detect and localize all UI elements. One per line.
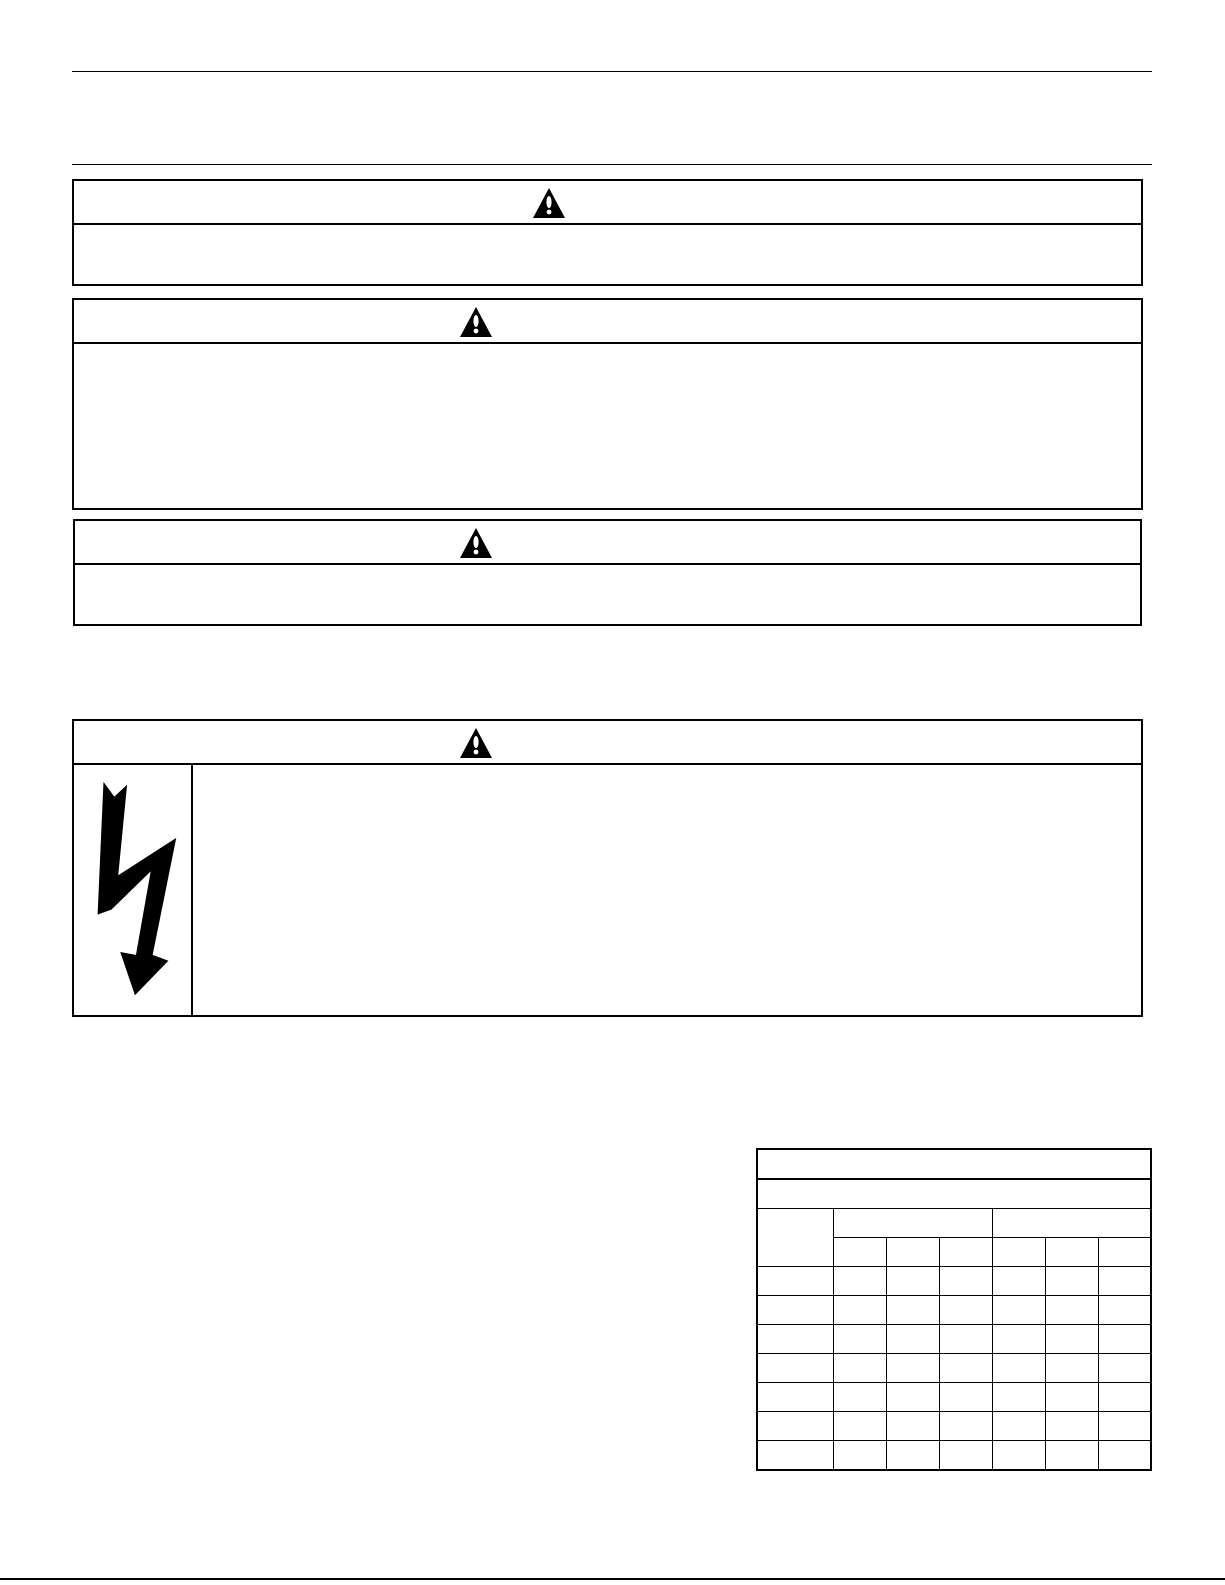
table-cell <box>939 1325 992 1354</box>
warning-triangle-icon <box>532 187 566 219</box>
table-subtitle <box>757 1179 1151 1209</box>
table-cell <box>1045 1441 1098 1471</box>
table-cell <box>939 1354 992 1383</box>
table-cell <box>1045 1354 1098 1383</box>
warning-body-1 <box>74 225 1141 284</box>
table-cell <box>757 1296 833 1325</box>
table-cell <box>757 1383 833 1412</box>
table-cell <box>757 1412 833 1441</box>
header-rule <box>72 71 1152 72</box>
warning-header-1 <box>74 181 1141 225</box>
warning-triangle-icon <box>459 527 493 559</box>
table-cell <box>992 1354 1045 1383</box>
table-cell <box>886 1296 939 1325</box>
lightning-bolt-icon <box>74 765 191 1015</box>
warning-header-3 <box>75 521 1140 565</box>
table-cell <box>992 1267 1045 1296</box>
spec-table <box>756 1148 1152 1471</box>
table-row <box>757 1267 1151 1296</box>
table-cell <box>833 1412 886 1441</box>
table-row <box>757 1354 1151 1383</box>
table-cell <box>1098 1296 1151 1325</box>
bolt-cell <box>74 765 193 1015</box>
table-row <box>757 1296 1151 1325</box>
table-column-header <box>886 1238 939 1267</box>
warning-box-1 <box>72 179 1143 286</box>
table-cell <box>1098 1412 1151 1441</box>
table-cell <box>992 1325 1045 1354</box>
table-cell <box>886 1441 939 1471</box>
warning-triangle-icon <box>459 727 493 759</box>
warning-header-2 <box>74 300 1141 344</box>
table-cell <box>1045 1325 1098 1354</box>
table-group-header <box>833 1209 992 1238</box>
table-row <box>757 1441 1151 1471</box>
table-cell <box>939 1383 992 1412</box>
table-cell <box>1045 1412 1098 1441</box>
table-cell <box>939 1296 992 1325</box>
table-cell <box>939 1267 992 1296</box>
table-cell <box>992 1412 1045 1441</box>
table-cell <box>886 1383 939 1412</box>
table-cell <box>886 1412 939 1441</box>
table-row <box>757 1412 1151 1441</box>
table-cell <box>992 1296 1045 1325</box>
table-cell <box>833 1383 886 1412</box>
table-cell <box>1045 1267 1098 1296</box>
table-cell <box>1045 1383 1098 1412</box>
table-cell <box>886 1267 939 1296</box>
warning-header-4 <box>74 721 1141 765</box>
table-cell <box>757 1267 833 1296</box>
table-group-header <box>992 1209 1151 1238</box>
table-column-header <box>833 1238 886 1267</box>
table-cell <box>886 1325 939 1354</box>
table-cell <box>1098 1325 1151 1354</box>
table-column-header <box>1098 1238 1151 1267</box>
table-corner-header <box>757 1209 833 1267</box>
table-title <box>757 1149 1151 1179</box>
table-cell <box>833 1441 886 1471</box>
table-cell <box>1098 1383 1151 1412</box>
table-cell <box>757 1325 833 1354</box>
warning-body-3 <box>75 565 1140 624</box>
footer-rule <box>0 1578 1225 1580</box>
table-cell <box>833 1267 886 1296</box>
warning-body-4 <box>74 765 1141 1015</box>
table-cell <box>1098 1354 1151 1383</box>
table-cell <box>1045 1296 1098 1325</box>
table-column-header <box>992 1238 1045 1267</box>
table-column-header <box>1045 1238 1098 1267</box>
table-cell <box>939 1412 992 1441</box>
table-cell <box>992 1441 1045 1471</box>
table-cell <box>939 1441 992 1471</box>
warning-box-2 <box>72 298 1143 510</box>
table-cell <box>833 1296 886 1325</box>
warning-triangle-icon <box>459 306 493 338</box>
warning-body-2 <box>74 344 1141 508</box>
table-cell <box>992 1383 1045 1412</box>
table-cell <box>1098 1441 1151 1471</box>
table-cell <box>833 1354 886 1383</box>
table-row <box>757 1325 1151 1354</box>
table-row <box>757 1383 1151 1412</box>
table-cell <box>757 1441 833 1471</box>
warning-box-electrical <box>72 719 1143 1017</box>
table-cell <box>886 1354 939 1383</box>
table-cell <box>833 1325 886 1354</box>
table-cell <box>757 1354 833 1383</box>
table-column-header <box>939 1238 992 1267</box>
table-cell <box>1098 1267 1151 1296</box>
warning-box-3 <box>73 519 1142 626</box>
section-rule <box>72 164 1152 165</box>
